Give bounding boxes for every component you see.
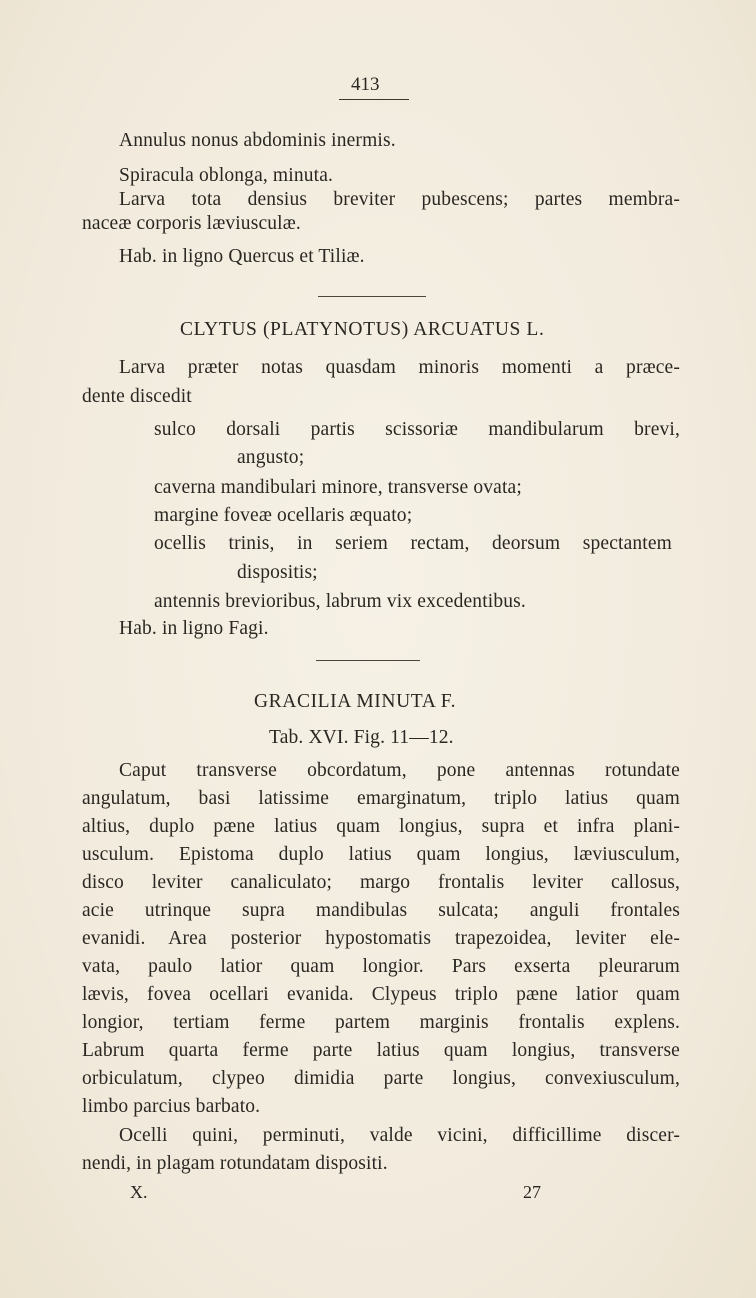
- text-line: acie utrinque supra mandibulas sulcata; anguli frontales: [82, 900, 680, 921]
- text-line: evanidi. Area posterior hypostomatis trapezoidea, leviter ele-: [82, 928, 680, 949]
- sheet-number: 27: [523, 1182, 541, 1202]
- text-line: naceæ corporis læviusculæ.: [82, 213, 301, 234]
- text-line: antennis brevioribus, labrum vix excedentibus.: [154, 591, 526, 612]
- signature-mark: X.: [130, 1182, 148, 1202]
- text-line: longior, tertiam ferme partem marginis frontalis explens.: [82, 1012, 680, 1033]
- section-title: GRACILIA MINUTA F.: [254, 691, 457, 712]
- text-line: caverna mandibulari minore, transverse ovata;: [154, 477, 522, 498]
- text-line: orbiculatum, clypeo dimidia parte longius, convexiusculum,: [82, 1068, 680, 1089]
- text-line: ocellis trinis, in seriem rectam, deorsum spectantem: [154, 533, 672, 554]
- text-line: Larva præter notas quasdam minoris momenti a præce-: [119, 357, 680, 378]
- text-line: dente discedit: [82, 386, 192, 407]
- text-line: Labrum quarta ferme parte latius quam longius, transverse: [82, 1040, 680, 1061]
- section-title: CLYTUS (PLATYNOTUS) ARCUATUS L.: [180, 319, 545, 340]
- text-line: Larva tota densius breviter pubescens; partes membra-: [119, 189, 680, 210]
- text-line: dispositis;: [237, 562, 318, 583]
- page-number-underline: [339, 99, 409, 100]
- text-line: sulco dorsali partis scissoriæ mandibularum brevi,: [154, 419, 680, 440]
- text-line: lævis, fovea ocellari evanida. Clypeus triplo pæne latior quam: [82, 984, 680, 1005]
- text-line: Hab. in ligno Fagi.: [119, 618, 269, 639]
- section-divider: [318, 296, 426, 297]
- text-line: Ocelli quini, perminuti, valde vicini, difficillime discer-: [119, 1125, 680, 1146]
- text-line: limbo parcius barbato.: [82, 1096, 261, 1117]
- text-line: altius, duplo pæne latius quam longius, supra et infra plani-: [82, 816, 680, 837]
- text-line: angulatum, basi latissime emarginatum, triplo latius quam: [82, 788, 680, 809]
- text-line: margine foveæ ocellaris æquato;: [154, 505, 413, 526]
- text-line: angusto;: [237, 447, 305, 468]
- text-line: Hab. in ligno Quercus et Tiliæ.: [119, 246, 365, 267]
- section-subtitle: Tab. XVI. Fig. 11—12.: [269, 727, 454, 748]
- text-line: Spiracula oblonga, minuta.: [119, 165, 334, 186]
- text-line: vata, paulo latior quam longior. Pars exserta pleurarum: [82, 956, 680, 977]
- text-line: Caput transverse obcordatum, pone antennas rotundate: [119, 760, 680, 781]
- text-line: disco leviter canaliculato; margo frontalis leviter callosus,: [82, 872, 680, 893]
- text-line: Annulus nonus abdominis inermis.: [119, 130, 396, 151]
- page-number: 413: [351, 74, 380, 95]
- text-line: nendi, in plagam rotundatam dispositi.: [82, 1153, 388, 1174]
- section-divider: [316, 660, 420, 661]
- text-line: usculum. Epistoma duplo latius quam longius, læviusculum,: [82, 844, 680, 865]
